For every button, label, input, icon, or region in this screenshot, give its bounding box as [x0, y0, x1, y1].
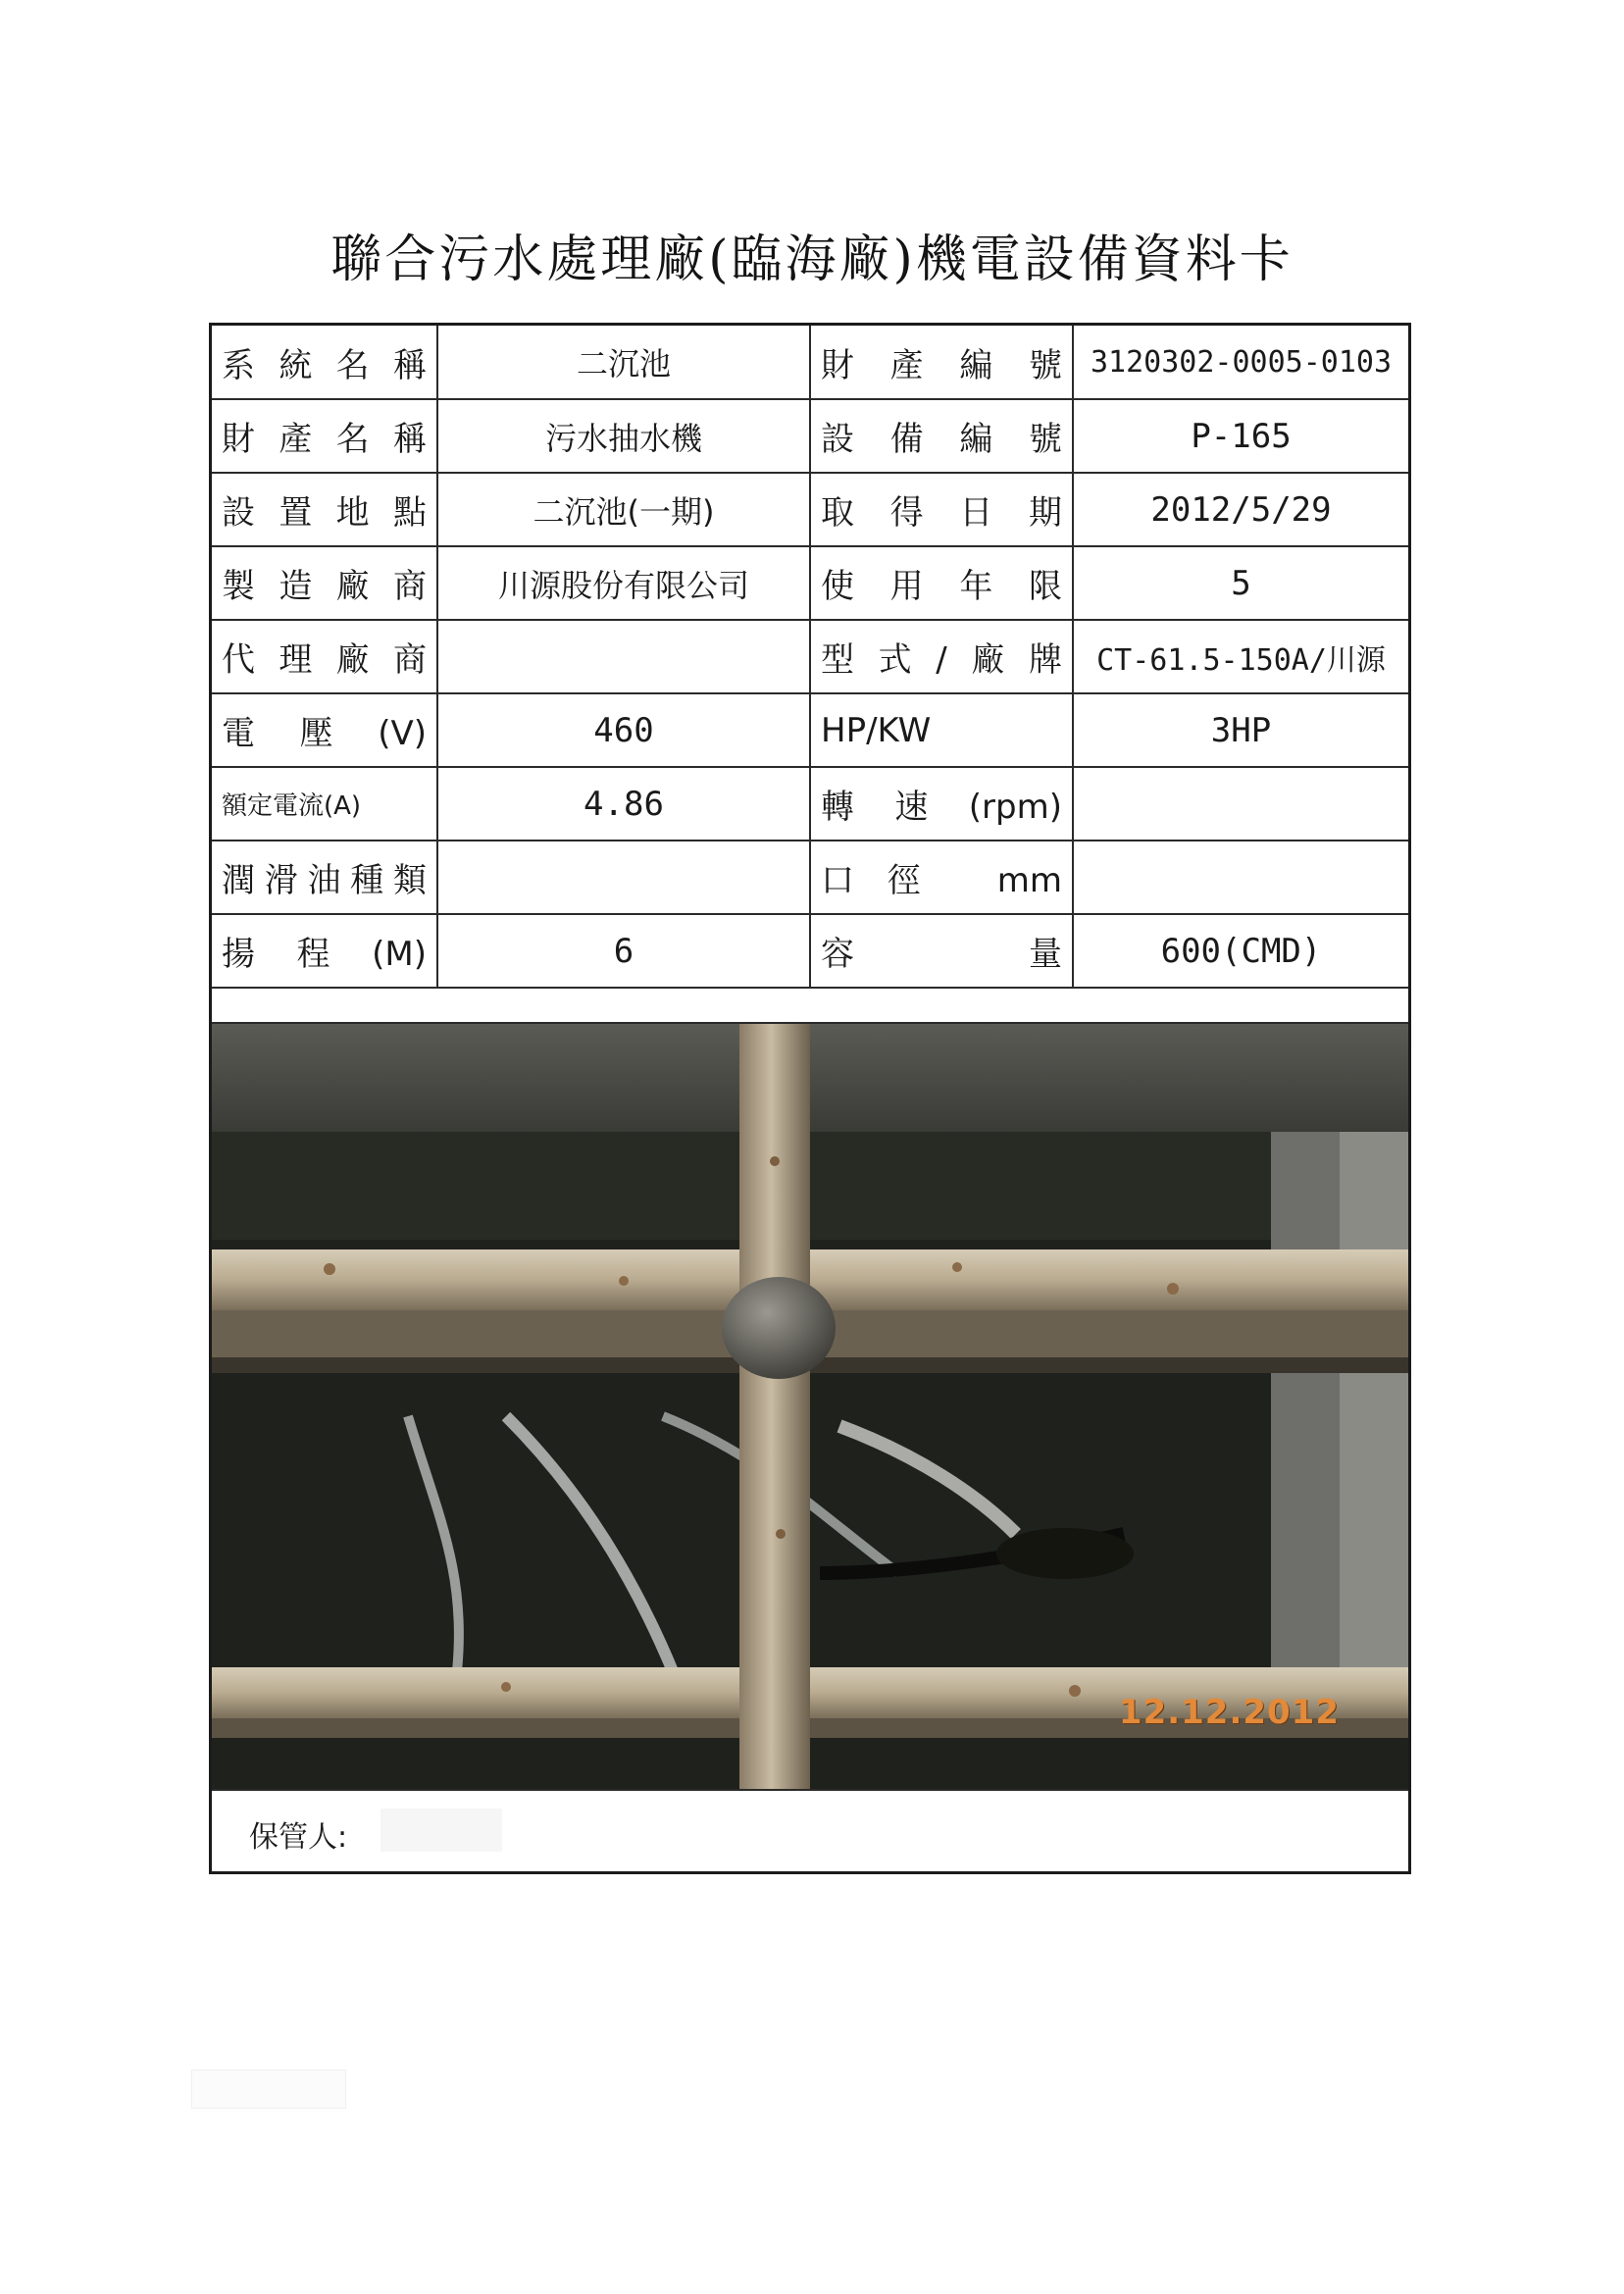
custodian-row — [212, 1789, 1408, 1871]
table-row — [212, 914, 1408, 988]
label-model-brand: 型式/廠牌 — [810, 620, 1073, 693]
value-asset-name: 污水抽水機 — [437, 399, 810, 473]
value-lubricant — [437, 841, 810, 914]
page-title: 聯合污水處理廠(臨海廠)機電設備資料卡 — [330, 230, 1294, 289]
grating-photo-illustration — [212, 1024, 1408, 1791]
table-row — [212, 546, 1408, 620]
table-row — [212, 841, 1408, 914]
table-row — [212, 767, 1408, 841]
table-row — [212, 399, 1408, 473]
custodian-redacted-box — [381, 1809, 502, 1852]
value-asset-number: 3120302-0005-0103 — [1073, 326, 1408, 399]
photo-date-stamp: 12.12.2012 — [1118, 1693, 1340, 1732]
value-head: 6 — [437, 914, 810, 988]
label-agent: 代理廠商 — [212, 620, 437, 693]
value-manufacturer: 川源股份有限公司 — [437, 546, 810, 620]
label-location: 設置地點 — [212, 473, 437, 546]
custodian-label: 保管人: — [249, 1820, 348, 1855]
label-equipment-number: 設備編號 — [810, 399, 1073, 473]
table-row — [212, 473, 1408, 546]
value-voltage: 460 — [437, 693, 810, 767]
label-capacity: 容量 — [810, 914, 1073, 988]
label-diameter: 口徑 mm — [810, 841, 1073, 914]
label-manufacturer: 製造廠商 — [212, 546, 437, 620]
label-head: 揚程(M) — [212, 914, 437, 988]
table-row — [212, 620, 1408, 693]
label-system-name: 系統名稱 — [212, 326, 437, 399]
value-equipment-number: P-165 — [1073, 399, 1408, 473]
value-hp-kw: 3HP — [1073, 693, 1408, 767]
blank-scan-mark — [191, 2069, 346, 2109]
value-capacity: 600(CMD) — [1073, 914, 1408, 988]
label-speed: 轉速(rpm) — [810, 767, 1073, 841]
value-acquired-date: 2012/5/29 — [1073, 473, 1408, 546]
value-rated-current: 4.86 — [437, 767, 810, 841]
label-lubricant: 潤滑油種類 — [212, 841, 437, 914]
value-service-life: 5 — [1073, 546, 1408, 620]
label-voltage: 電壓(V) — [212, 693, 437, 767]
label-acquired-date: 取得日期 — [810, 473, 1073, 546]
value-location: 二沉池(一期) — [437, 473, 810, 546]
value-speed — [1073, 767, 1408, 841]
equipment-card — [209, 323, 1411, 1874]
value-diameter — [1073, 841, 1408, 914]
label-asset-number: 財產編號 — [810, 326, 1073, 399]
value-agent — [437, 620, 810, 693]
table-row — [212, 693, 1408, 767]
label-rated-current: 額定電流(A) — [212, 767, 437, 841]
table-row — [212, 326, 1408, 399]
equipment-photo — [212, 1022, 1408, 1791]
value-model-brand: CT-61.5-150A/川源 — [1073, 620, 1408, 693]
label-asset-name: 財產名稱 — [212, 399, 437, 473]
label-service-life: 使用年限 — [810, 546, 1073, 620]
value-system-name: 二沉池 — [437, 326, 810, 399]
spec-table — [212, 326, 1408, 989]
label-hp-kw: HP/KW — [810, 693, 1073, 767]
